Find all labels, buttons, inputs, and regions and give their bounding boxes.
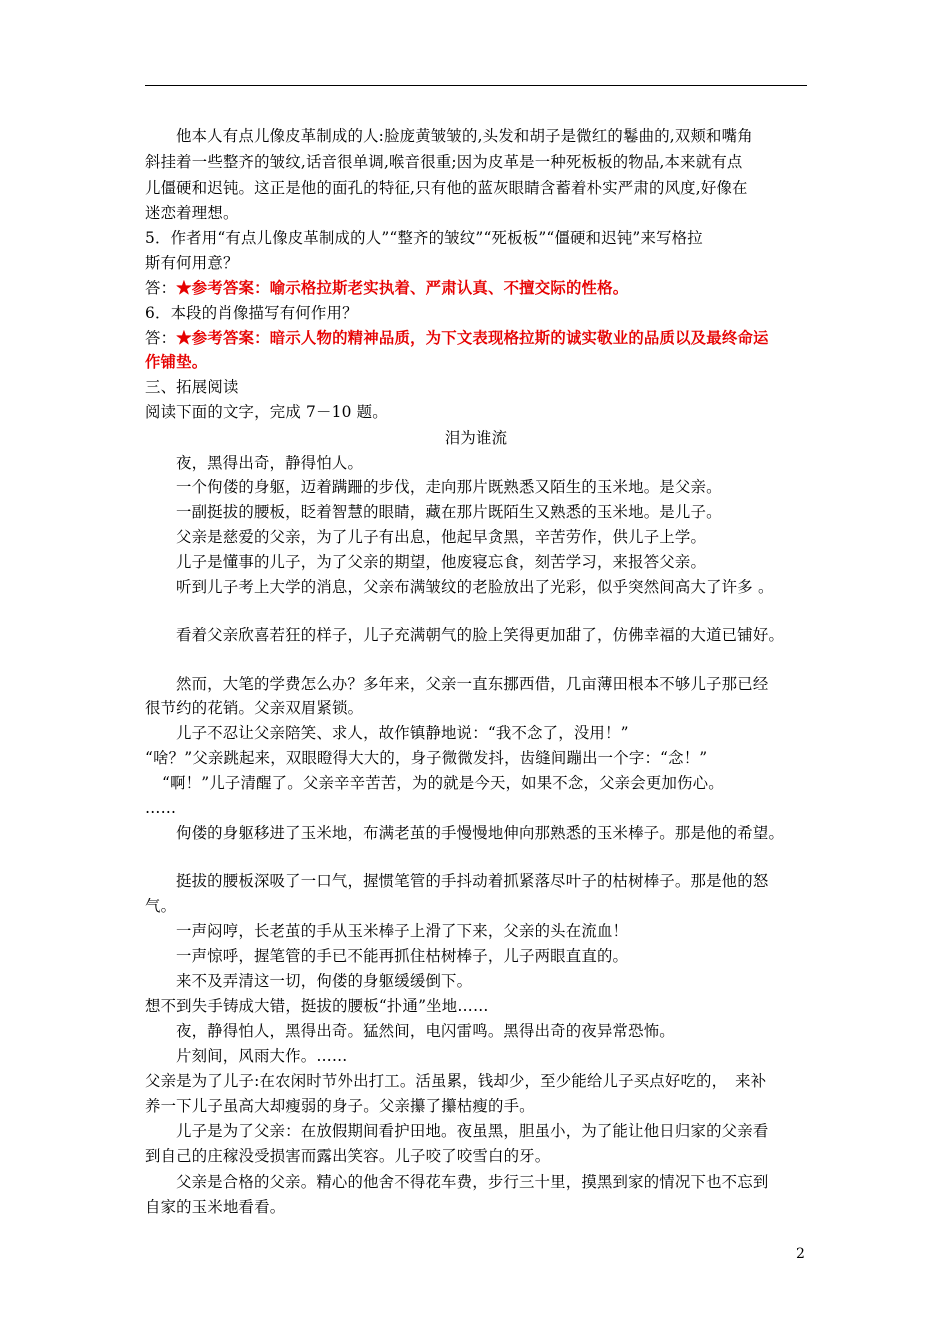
- answer-prefix: 答：: [145, 279, 177, 297]
- story-line: 父亲是合格的父亲。精心的他舍不得花车费，步行三十里，摸黑到家的情况下也不忘到: [176, 1173, 769, 1191]
- story-line: 父亲是慈爱的父亲，为了儿子有出息，他起早贪黑，辛苦劳作，供儿子上学。: [176, 528, 707, 546]
- section-title: 三、拓展阅读: [145, 378, 239, 396]
- question-5: 5．作者用“有点儿像皮革制成的人”“整齐的皱纹”“死板板”“僵硬和迟钝”来写格拉: [145, 229, 703, 247]
- story-line: 夜，静得怕人，黑得出奇。猛然间，电闪雷鸣。黑得出奇的夜异常恐怖。: [176, 1022, 675, 1040]
- story-line: 看着父亲欣喜若狂的样子，儿子充满朝气的脸上笑得更加甜了，仿佛幸福的大道已铺好。: [176, 626, 785, 644]
- story-title: 泪为谁流: [444, 429, 508, 447]
- story-line: 儿子是懂事的儿子，为了父亲的期望，他废寝忘食，刻苦学习，来报答父亲。: [176, 553, 707, 571]
- story-ellipsis: ……: [145, 799, 177, 817]
- answer-6-text: ★参考答案：暗示人物的精神品质，为下文表现格拉斯的诚实敬业的品质以及最终命运: [176, 329, 769, 347]
- story-line: 想不到失手铸成大错，挺拔的腰板“扑通”坐地……: [145, 997, 489, 1015]
- story-line: 一个佝偻的身躯，迈着蹒跚的步伐，走向那片既熟悉又陌生的玉米地。是父亲。: [176, 478, 722, 496]
- story-line: 养一下儿子虽高大却瘦弱的身子。父亲攥了攥枯瘦的手。: [145, 1097, 535, 1115]
- answer-6-cont: 作铺垫。: [145, 353, 208, 371]
- story-line: “啥？”父亲跳起来，双眼瞪得大大的，身子微微发抖，齿缝间蹦出一个字：“念！”: [145, 749, 708, 767]
- passage-line: 斜挂着一些整齐的皱纹,话音很单调,喉音很重;因为皮革是一种死板板的物品,本来就有点: [145, 153, 743, 171]
- story-line: “啊！”儿子清醒了。父亲辛辛苦苦，为的就是今天，如果不念，父亲会更加伤心。: [162, 774, 724, 792]
- story-line: 听到儿子考上大学的消息，父亲布满皱纹的老脸放出了光彩，似乎突然间高大了许多 。: [176, 578, 774, 596]
- passage-line: 他本人有点儿像皮革制成的人:脸庞黄皱皱的,头发和胡子是微红的鬈曲的,双颊和嘴角: [176, 127, 753, 145]
- story-line: 儿子是为了父亲：在放假期间看护田地。夜虽黑，胆虽小，为了能让他日归家的父亲看: [176, 1122, 769, 1140]
- answer-6: [145, 328, 807, 348]
- story-line: 到自己的庄稼没受损害而露出笑容。儿子咬了咬雪白的牙。: [145, 1147, 551, 1165]
- story-line: 然而，大笔的学费怎么办？多年来，父亲一直东挪西借，几亩薄田根本不够儿子那已经: [176, 675, 769, 693]
- answer-prefix: 答：: [145, 329, 177, 347]
- instruction: 阅读下面的文字，完成 7－10 题。: [145, 403, 388, 421]
- answer-5-text: ★参考答案：喻示格拉斯老实执着、严肃认真、不擅交际的性格。: [176, 279, 629, 297]
- story-line: 一副挺拔的腰板，眨着智慧的眼睛，藏在那片既陌生又熟悉的玉米地。是儿子。: [176, 503, 722, 521]
- page-number: 2: [796, 1246, 805, 1262]
- passage-line: 迷恋着理想。: [145, 204, 239, 222]
- story-line: 佝偻的身躯移进了玉米地，布满老茧的手慢慢地伸向那熟悉的玉米棒子。那是他的希望。: [176, 824, 785, 842]
- question-6: 6．本段的肖像描写有何作用？: [145, 304, 358, 322]
- header-rule: [145, 85, 807, 86]
- story-line: 自家的玉米地看看。: [145, 1198, 286, 1216]
- passage-line: 儿僵硬和迟钝。这正是他的面孔的特征,只有他的蓝灰眼睛含蓄着朴实严肃的风度,好像在: [145, 179, 748, 197]
- story-line: 挺拔的腰板深吸了一口气，握惯笔管的手抖动着抓紧落尽叶子的枯树棒子。那是他的怒: [176, 872, 769, 890]
- story-line: 一声惊呼，握笔管的手已不能再抓住枯树棒子，儿子两眼直直的。: [176, 947, 629, 965]
- answer-5: [145, 278, 807, 298]
- story-line: 片刻间，风雨大作。……: [176, 1047, 348, 1065]
- story-line: 来不及弄清这一切，佝偻的身躯缓缓倒下。: [176, 972, 473, 990]
- story-line: 很节约的花销。父亲双眉紧锁。: [145, 699, 364, 717]
- story-line: 儿子不忍让父亲陪笑、求人，故作镇静地说：“我不念了，没用！”: [176, 724, 629, 742]
- question-5-cont: 斯有何用意？: [145, 254, 239, 272]
- story-line: 父亲是为了儿子:在农闲时节外出打工。活虽累，钱却少，至少能给儿子买点好吃的， 来补: [145, 1072, 767, 1090]
- story-line: 一声闷哼，长老茧的手从玉米棒子上滑了下来，父亲的头在流血！: [176, 922, 629, 940]
- story-line: 夜，黑得出奇，静得怕人。: [176, 454, 364, 472]
- story-line: 气。: [145, 897, 177, 915]
